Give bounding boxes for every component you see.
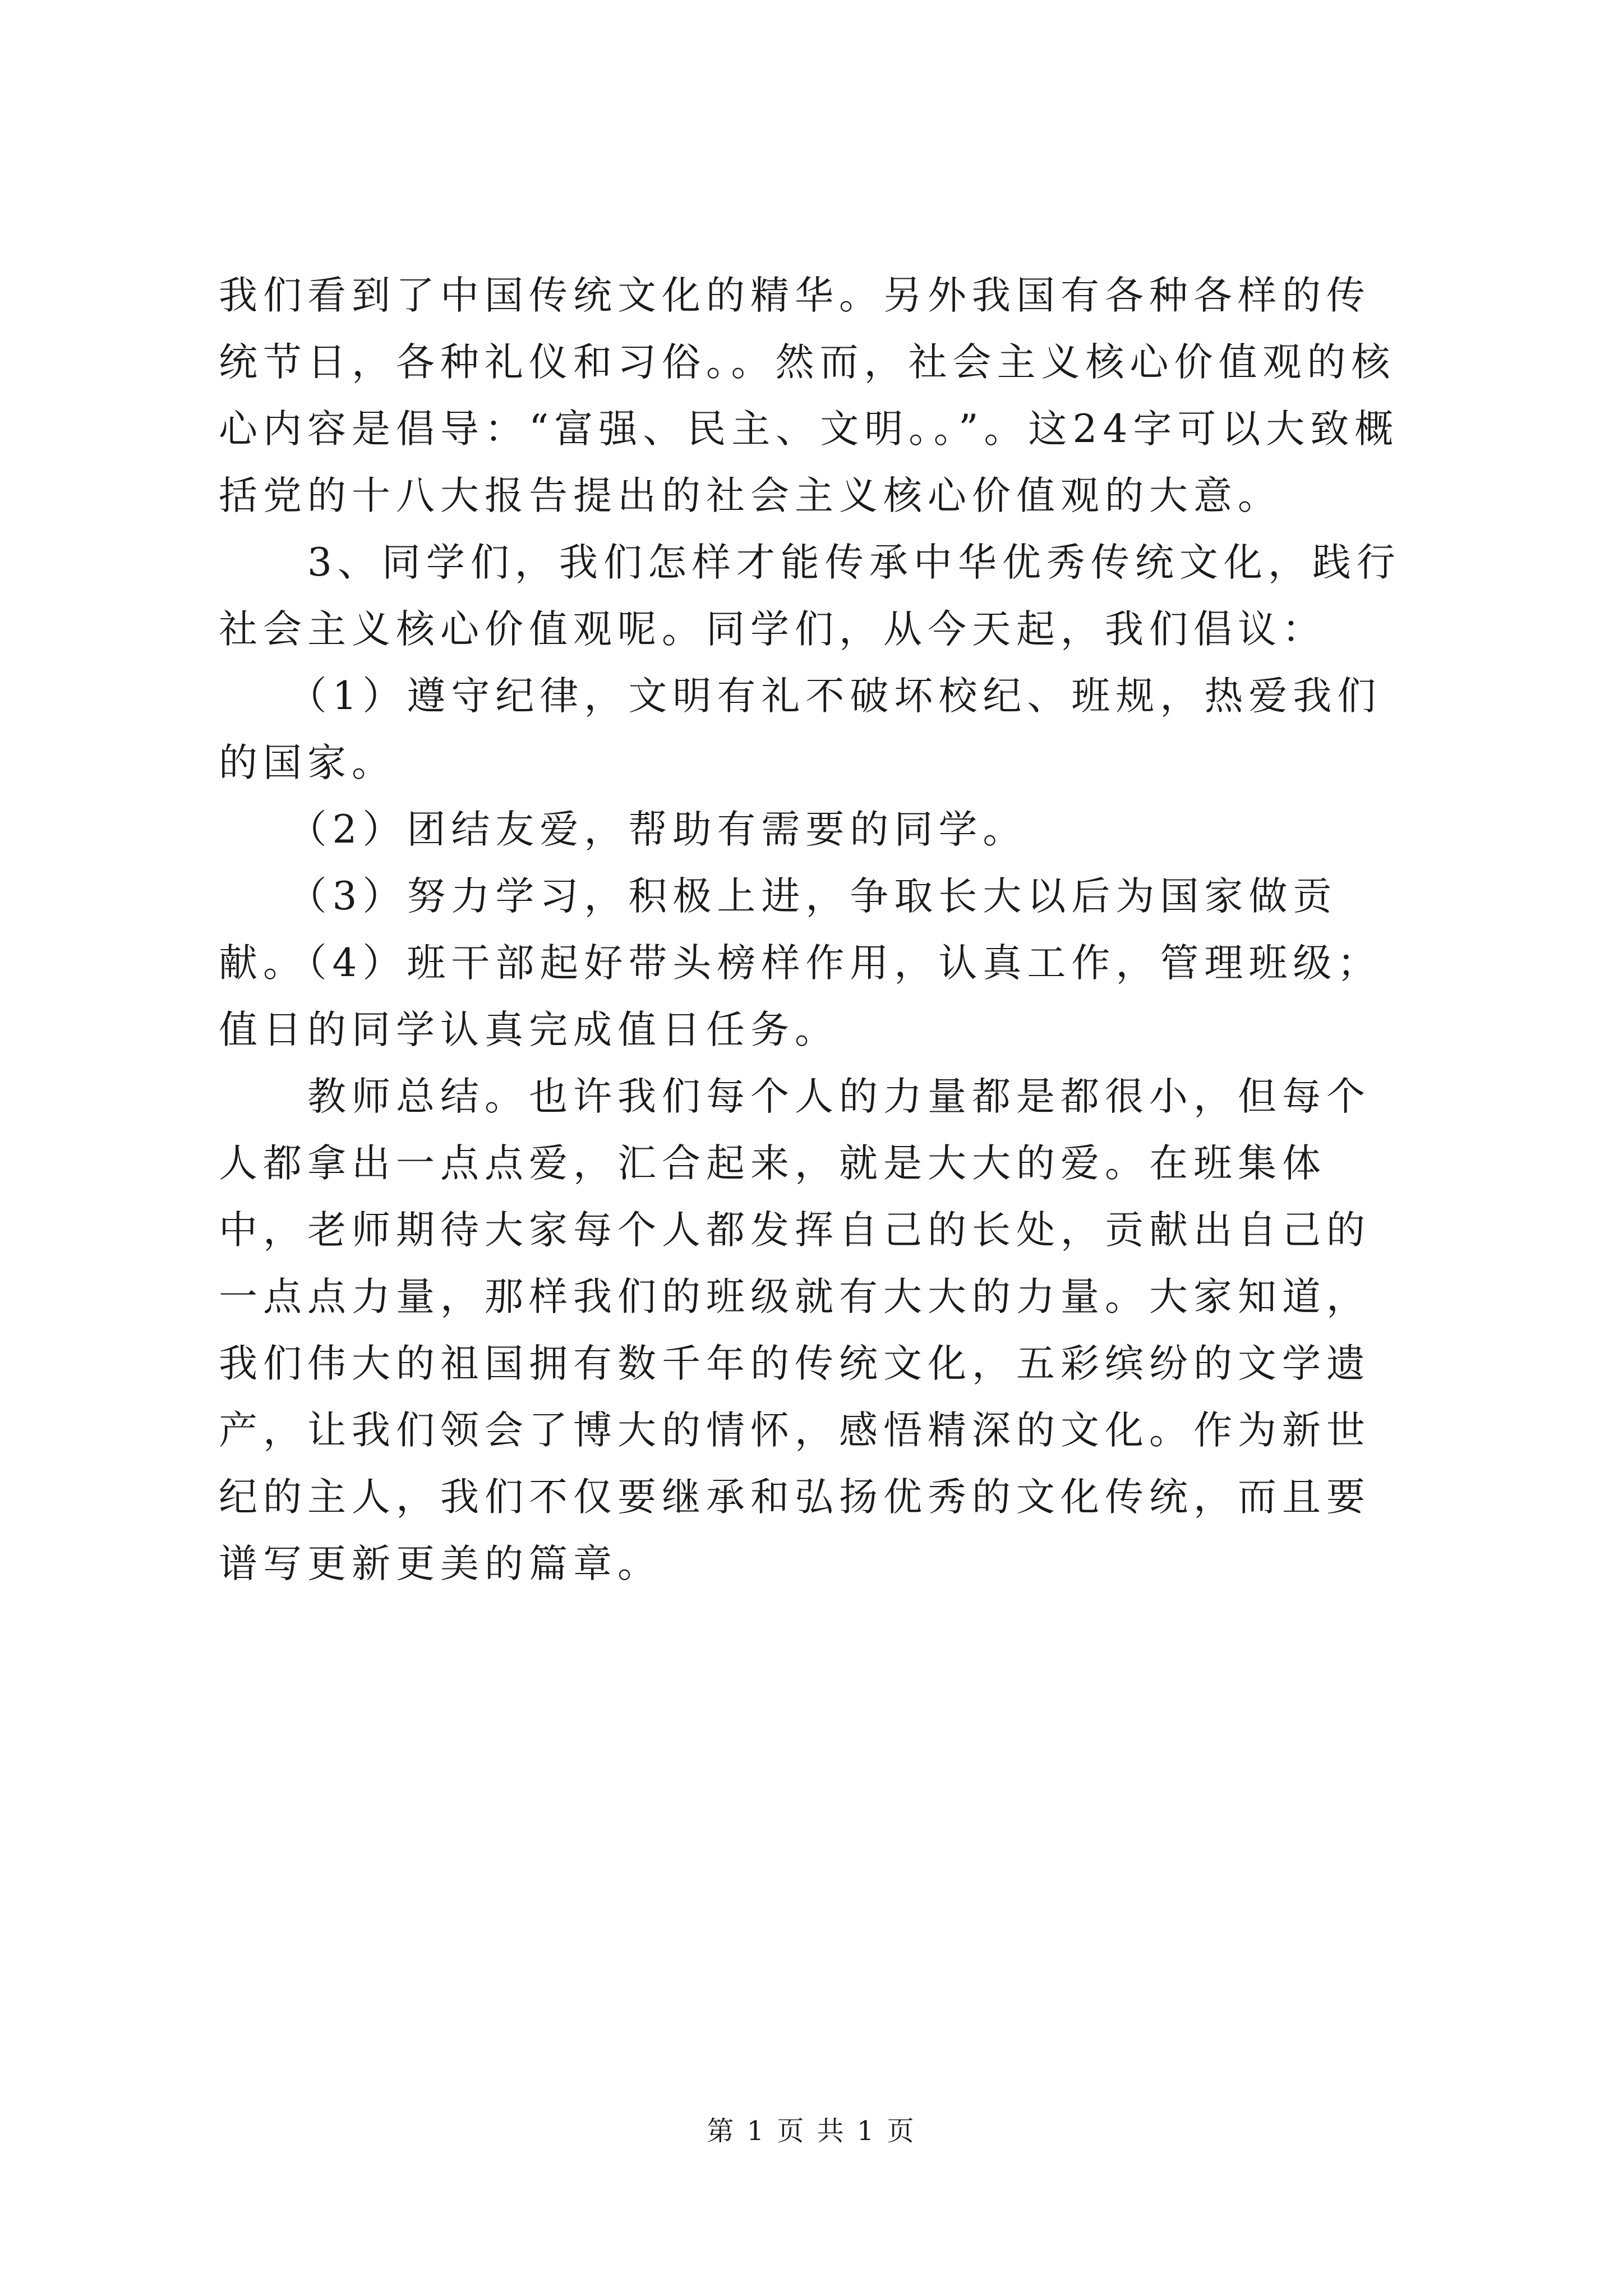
paragraph-5: （3）努力学习，积极上进，争取长大以后为国家做贡献。（4）班干部起好带头榜样作用，认真工作，管理班级；值日的同学认真完成值日任务。 [219, 874, 1382, 1052]
page-number-footer: 第 1 页 共 1 页 [707, 2115, 916, 2147]
paragraph-2: 3、同学们，我们怎样才能传承中华优秀传统文化，践行社会主义核心价值观呢。同学们，从今天起，我们倡议： [219, 540, 1401, 652]
document-body [219, 263, 1413, 1598]
paragraph-3: （1）遵守纪律，文明有礼不破坏校纪、班规，热爱我们的国家。 [219, 674, 1382, 785]
paragraph-6: 教师总结。也许我们每个人的力量都是都很小，但每个人都拿出一点点爱，汇合起来，就是大大的爱。在班集体中，老师期待大家每个人都发挥自己的长处，贡献出自己的一点点力量，那样我们的班级就有大大的力量。大家知道，我们伟大的祖国拥有数千年的传统文化，五彩缤纷的文学遗产，让我们领会了博大的情怀，感悟精深的文化。作为新世纪的主人，我们不仅要继承和弘扬优秀的文化传统，而且要谱写更新更美的篇章。 [219, 1074, 1371, 1586]
paragraph-4: （2）团结友爱，帮助有需要的同学。 [219, 807, 1027, 852]
paragraph-1: 我们看到了中国传统文化的精华。另外我国有各种各样的传统节日，各种礼仪和习俗。。然而，社会主义核心价值观的核心内容是倡导：“富强、民主、文明。。”。这24字可以大致概括党的十八大报告提出的社会主义核心价值观的大意。 [219, 273, 1399, 518]
